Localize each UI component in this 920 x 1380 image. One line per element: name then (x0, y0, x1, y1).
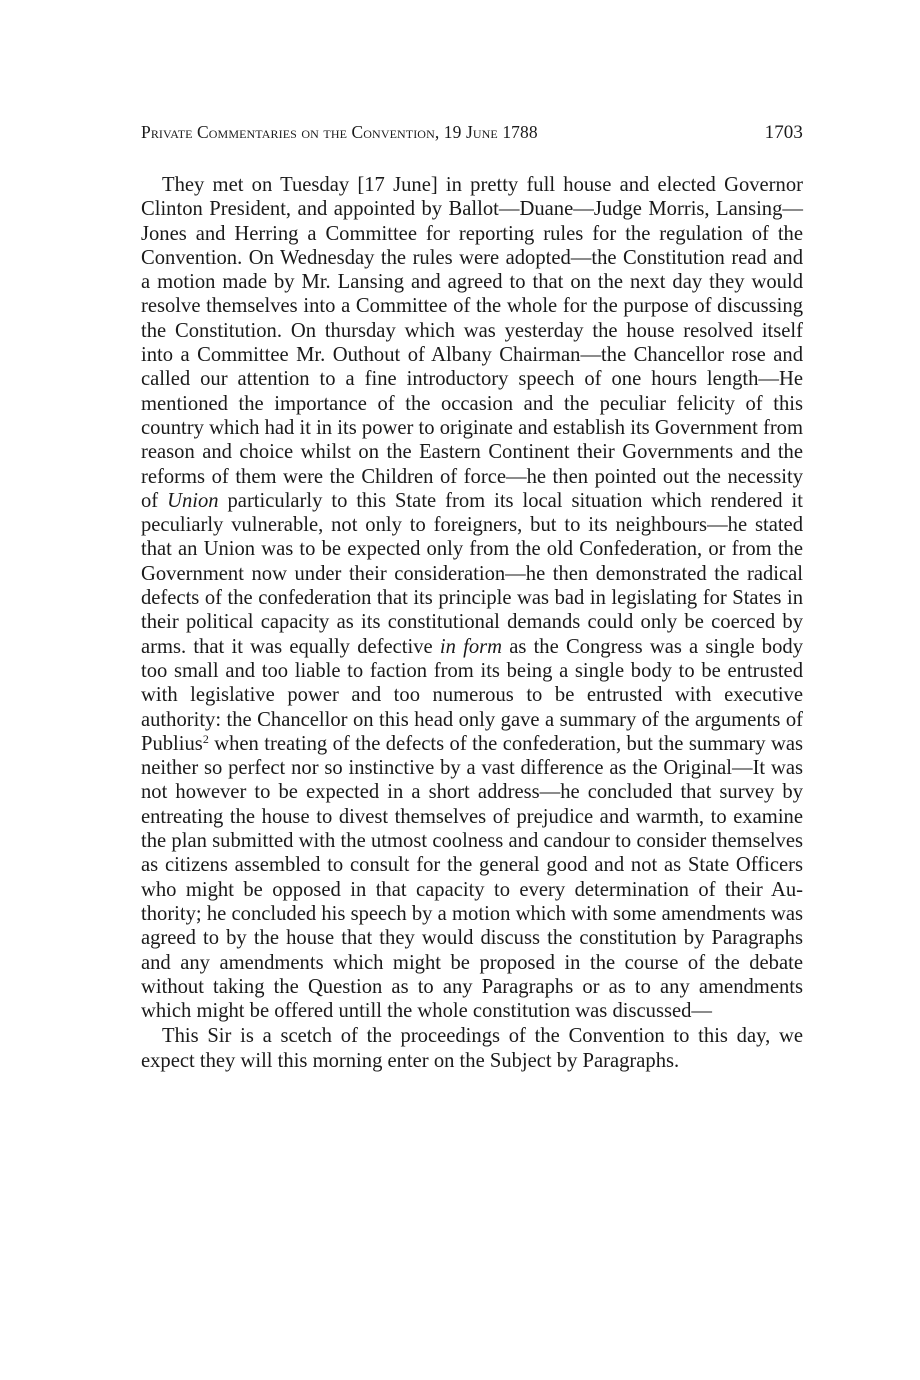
running-title: Private Commentaries on the Convention, 19 June 1788 (141, 122, 538, 142)
emphasis-union: Union (167, 489, 219, 512)
body-text (141, 173, 803, 1073)
document-page (141, 122, 803, 1073)
paragraph-1-text-1: They met on Tuesday [17 June] in pretty full house and elected Governor Clinton President, and appointed by Ballot—Duane—Judge Morris, Lansing—Jones and Herring a Committee for reporting rules for the regulation of the Convention. On Wednesday the rules were adopted—the Constitution read and a motion made by Mr. Lansing and agreed to that on the next day they would resolve themselves into a Committee of the whole for the purpose of discussing the Constitution. On thursday which was yesterday the house resolved itself into a Committee Mr. Outhout of Albany Chairman—the Chancellor rose and called our attention to a fine introductory speech of one hours length—He mentioned the importance of the occasion and the peculiar felicity of this country which had it in its power to originate and establish its Government from reason and choice whilst on the Eastern Continent their Governments and the reforms of them were the Children of force—he then pointed out the necessity of (141, 174, 803, 512)
paragraph-1 (141, 173, 803, 1023)
footnote-marker: 2 (202, 731, 209, 746)
page-number: 1703 (764, 122, 803, 143)
paragraph-1-text-2: particularly to this State from its local situation which rendered it peculiarly vulnerable, not only to foreigners, but to its neighbours—he stated that an Union was to be expected only from the old Confederation, or from the Government now under their consideration—he then demonstrated the radical defects of the confederation that its principle was bad in legislating for States in their political capacity as its constitutional demands could only be coerced by arms. that it was equally defective (141, 489, 803, 658)
running-header (141, 122, 803, 152)
paragraph-1-text-3: as the Congress was a single body too small and too liable to faction from its being a single body to be entrusted with legislative power and too numerous to be entrusted with executive authority: the Chancellor on this head only gave a summary of the arguments of Publius (141, 635, 803, 755)
emphasis-in-form: in form (439, 635, 503, 658)
paragraph-1-text-4: when treating of the defects of the confederation, but the summary was neither so perfect nor so instinctive by a vast difference as the Original—It was not however to be expected in a short address—he concluded that survey by entreating the house to divest themselves of prejudice and warmth, to examine the plan submitted with the utmost coolness and candour to consider themselves as citizens assembled to consult for the general good and not as State Officers who might be opposed in that capacity to every determination of their Authority; he concluded his speech by a motion which with some amendments was agreed to by the house that they would discuss the constitution by Paragraphs and any amendments which might be proposed in the course of the debate without taking the Question as to any Paragraphs or as to any amendments which might be offered untill the whole constitution was discussed— (141, 732, 803, 1023)
paragraph-2: This Sir is a scetch of the proceedings of the Convention to this day, we expect they will this morning enter on the Subject by Paragraphs. (141, 1025, 803, 1072)
